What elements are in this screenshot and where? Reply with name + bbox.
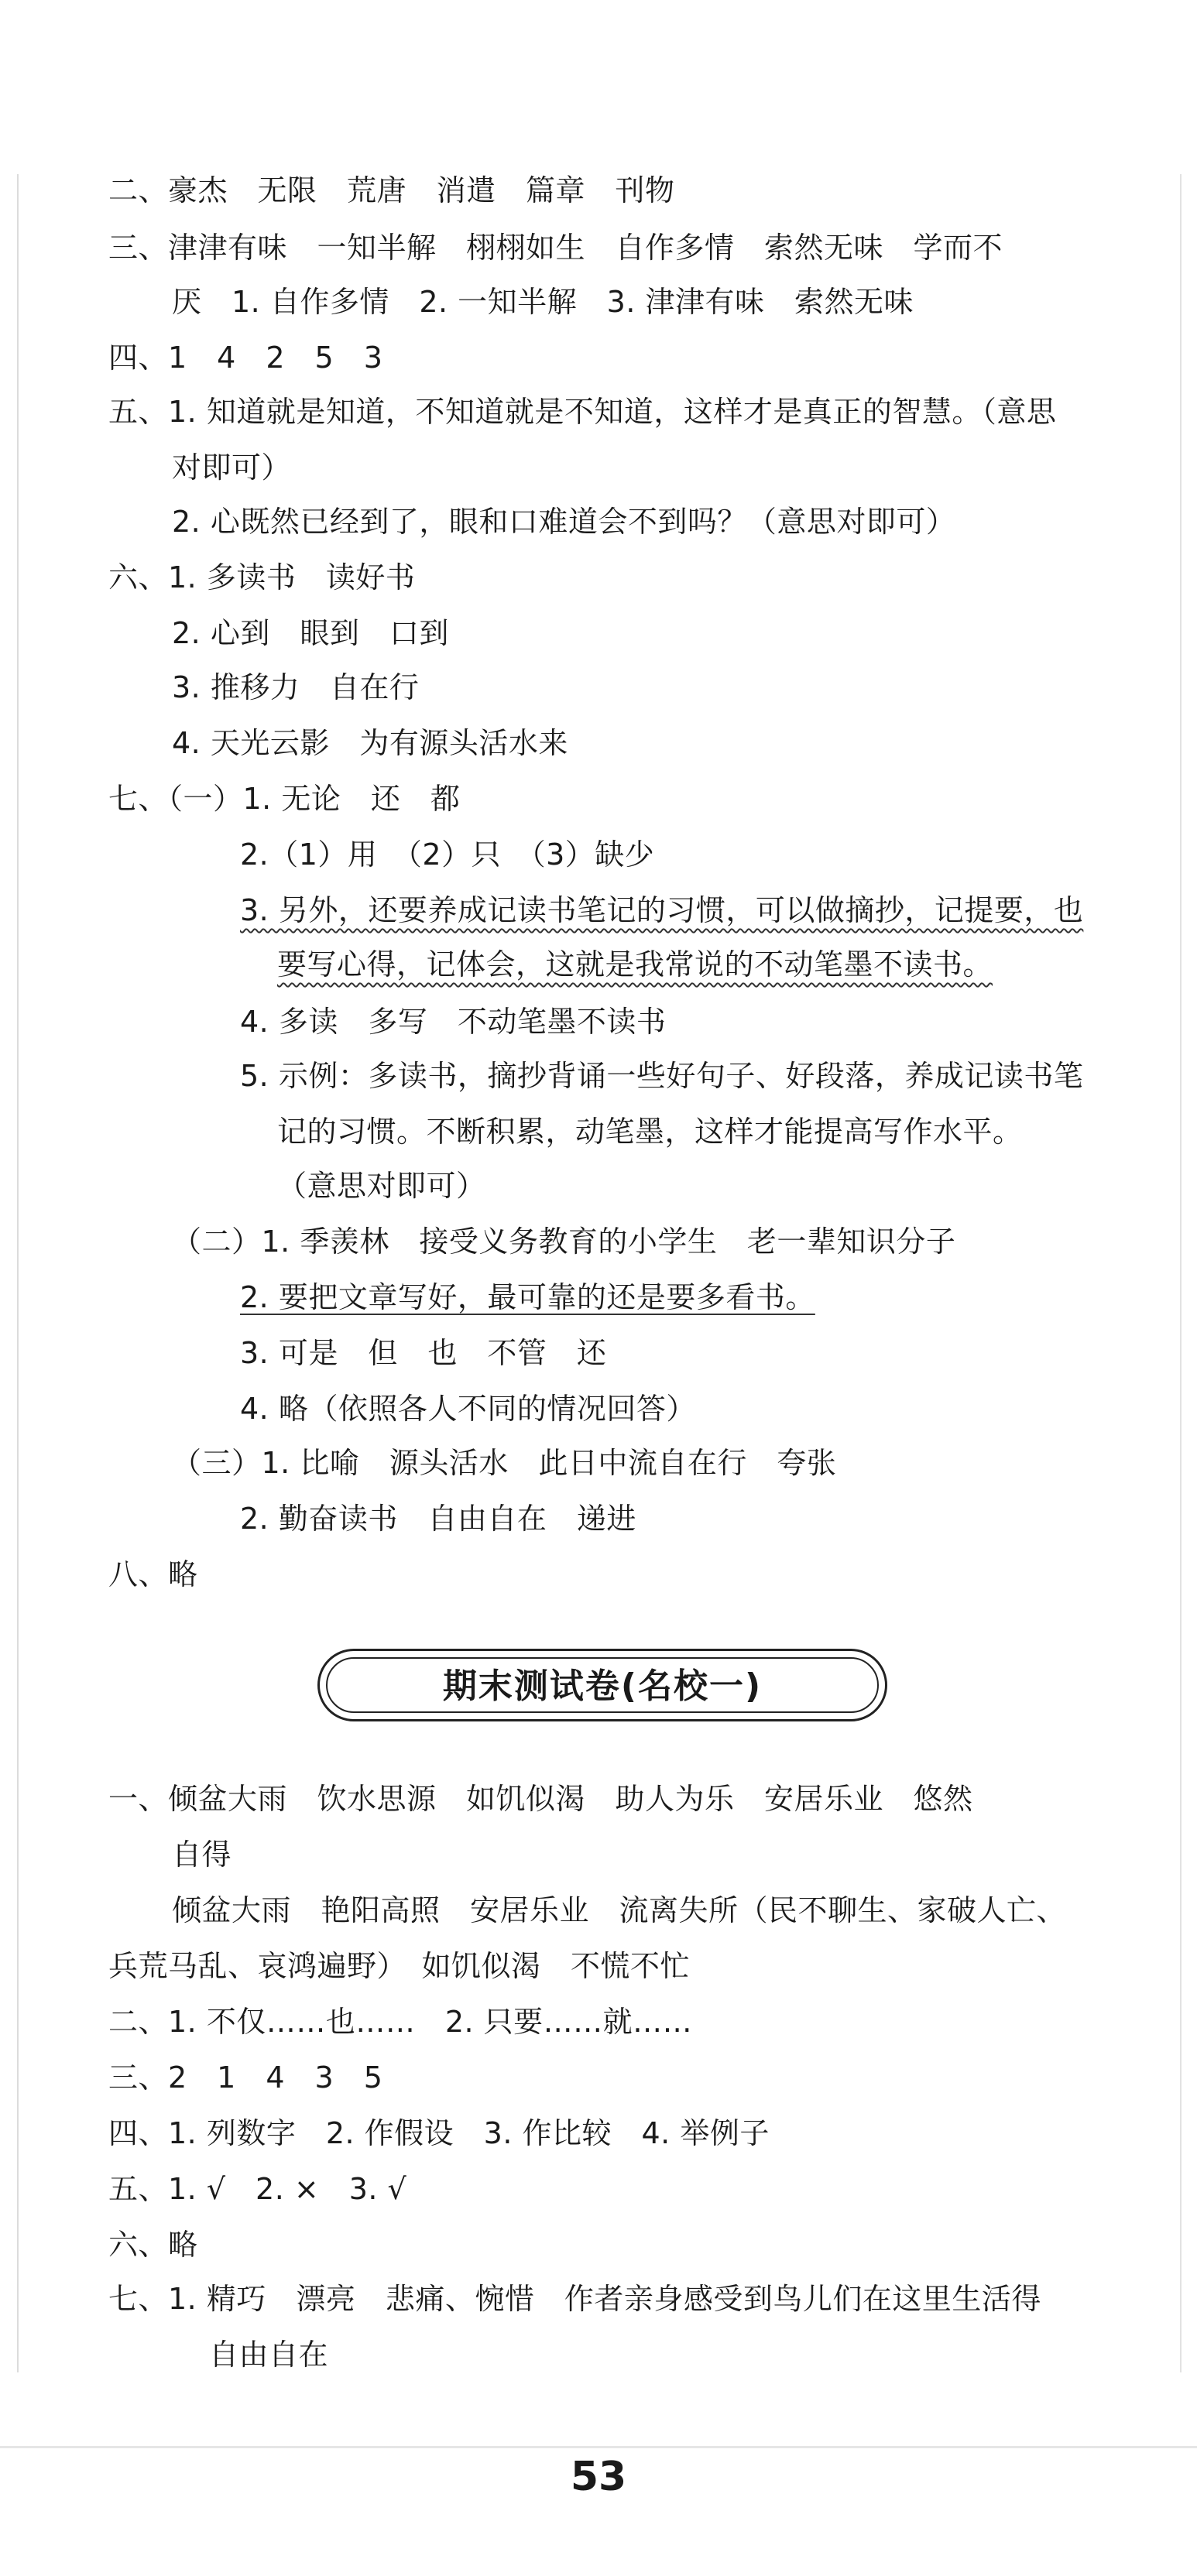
answer-line: 八、略 [108, 1557, 198, 1591]
answer-line: （三）1. 比喻 源头活水 此日中流自在行 夸张 [172, 1446, 837, 1480]
answer-line: 4. 略（依照各人不同的情况回答） [240, 1392, 696, 1426]
answer-line: 4. 多读 多写 不动笔墨不读书 [240, 1005, 667, 1039]
answer-line: 2. 勤奋读书 自由自在 递进 [240, 1502, 636, 1536]
answer-line: 六、1. 多读书 读好书 [108, 560, 416, 594]
answer-line: 兵荒马乱、哀鸿遍野） 如饥似渴 不慌不忙 [108, 1949, 691, 1983]
answer-line: 三、2 1 4 3 5 [108, 2060, 383, 2095]
answer-line: 倾盆大雨 艳阳高照 安居乐业 流离失所（民不聊生、家破人亡、 [172, 1893, 1067, 1927]
answer-line: 二、豪杰 无限 荒唐 消遣 篇章 刊物 [108, 173, 675, 207]
answer-line: 对即可） [172, 450, 292, 485]
answer-line: 五、1. 知道就是知道，不知道就是不知道，这样才是真正的智慧。（意思 [108, 395, 1057, 429]
answer-line: 厌 1. 自作多情 2. 一知半解 3. 津津有味 索然无味 [172, 285, 914, 319]
answer-line: 记的习惯。不断积累，动笔墨，这样才能提高写作水平。 [277, 1115, 1023, 1149]
answer-line-wavy-underlined: 要写心得，记体会，这就是我常说的不动笔墨不读书。 [277, 947, 993, 981]
section-title-box [317, 1649, 887, 1721]
answer-line: 4. 天光云影 为有源头活水来 [172, 726, 568, 760]
answer-line: 七、（一）1. 无论 还 都 [108, 782, 461, 816]
answer-line: 3. 推移力 自在行 [172, 670, 420, 704]
answer-line: 五、1. √ 2. × 3. √ [108, 2172, 407, 2206]
right-margin-line [1180, 174, 1182, 2372]
answer-line: 三、津津有味 一知半解 栩栩如生 自作多情 索然无味 学而不 [108, 231, 1003, 265]
answer-line: （意思对即可） [277, 1169, 486, 1203]
answer-line-wavy-underlined: 3. 另外，还要养成记读书笔记的习惯，可以做摘抄，记提要，也 [240, 893, 1084, 927]
answer-line: 七、1. 精巧 漂亮 悲痛、惋惜 作者亲身感受到鸟儿们在这里生活得 [108, 2282, 1041, 2316]
answer-line: 3. 可是 但 也 不管 还 [240, 1336, 607, 1370]
answer-line: 四、1 4 2 5 3 [108, 341, 383, 375]
answer-line: 六、略 [108, 2228, 198, 2262]
page-number: 53 [570, 2454, 627, 2500]
answer-line: 5. 示例：多读书，摘抄背诵一些好句子、好段落，养成记读书笔 [240, 1059, 1084, 1093]
answer-line: 自得 [172, 1838, 232, 1872]
answer-line-underlined: 2. 要把文章写好，最可靠的还是要多看书。 [240, 1280, 815, 1314]
answer-line: 四、1. 列数字 2. 作假设 3. 作比较 4. 举例子 [108, 2116, 770, 2150]
answer-line: 自由自在 [209, 2338, 329, 2372]
footer-divider [0, 2446, 1197, 2448]
answer-line: 二、1. 不仅……也…… 2. 只要……就…… [108, 2005, 693, 2039]
left-margin-line [17, 174, 19, 2372]
answer-line: 2.（1）用 （2）只 （3）缺少 [240, 838, 655, 872]
answer-line: 一、倾盆大雨 饮水思源 如饥似渴 助人为乐 安居乐业 悠然 [108, 1782, 973, 1816]
answer-line: 2. 心到 眼到 口到 [172, 616, 449, 650]
section-title: 期末测试卷(名校一) [442, 1667, 763, 1706]
answer-line: 2. 心既然已经到了，眼和口难道会不到吗？（意思对即可） [172, 505, 956, 539]
answer-line: （二）1. 季羡林 接受义务教育的小学生 老一辈知识分子 [172, 1225, 956, 1259]
